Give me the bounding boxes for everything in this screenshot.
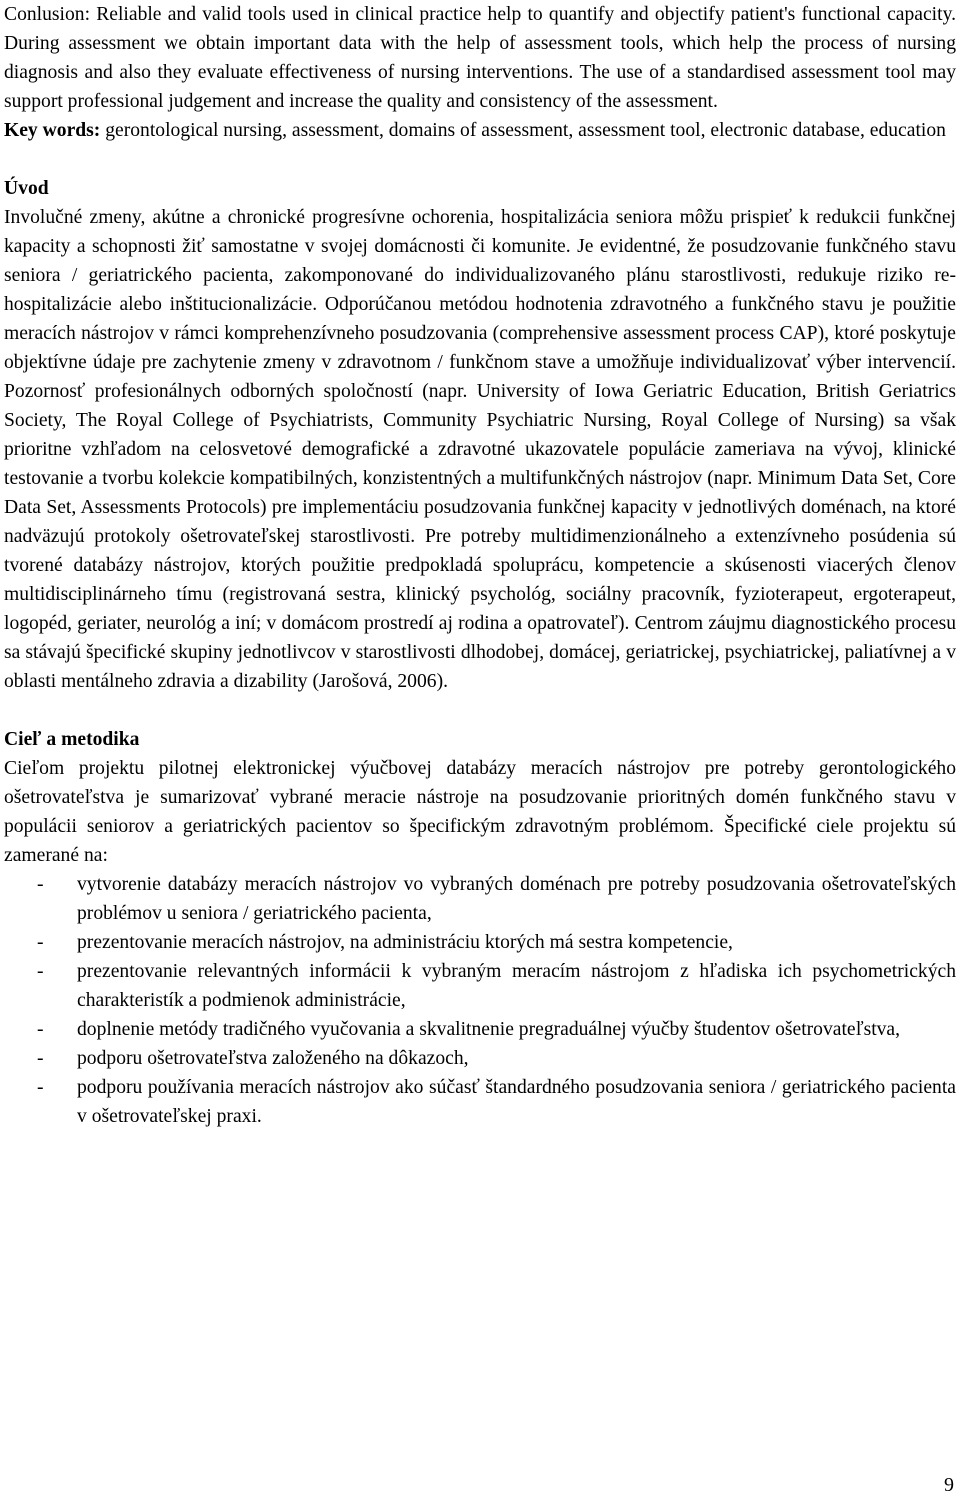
spacer <box>4 145 956 174</box>
list-item: - prezentovanie meracích nástrojov, na administráciu ktorých má sestra kompetencie, <box>4 928 956 957</box>
spacer <box>4 696 956 725</box>
list-item: - podporu ošetrovateľstva založeného na dôkazoch, <box>4 1044 956 1073</box>
bullet-dash: - <box>37 1077 44 1098</box>
list-item: - doplnenie metódy tradičného vyučovania a skvalitnenie pregraduálnej výučby študentov ošetrovateľstva, <box>4 1015 956 1044</box>
keywords-text: gerontological nursing, assessment, domains of assessment, assessment tool, electronic database, education <box>100 120 946 141</box>
bullet-dash: - <box>37 1019 44 1040</box>
bullet-dash: - <box>37 1048 44 1069</box>
bullet-dash: - <box>37 874 44 895</box>
list-item: - prezentovanie relevantných informácii k vybraným meracím nástrojom z hľadiska ich psychometrických charakteristík a podmienok administrácie, <box>4 957 956 1015</box>
page-number: 9 <box>944 1474 954 1496</box>
section-heading-aim: Cieľ a metodika <box>4 729 140 750</box>
intro-paragraph: Involučné zmeny, akútne a chronické progresívne ochorenia, hospitalizácia seniora môžu prispieť k redukcii funkčnej kapacity a schopnosti žiť samostatne v svojej domácnosti či komunite. Je evidentné, že posudzovanie funkčného stavu seniora / geriatrického pacienta, zakomponované do individualizovaného plánu starostlivosti, redukuje riziko re-hospitalizácie alebo inštitucionalizácie. Odporúčanou metódou hodnotenia zdravotného a funkčného stavu je použitie meracích nástrojov v rámci komprehenzívneho posudzovania (comprehensive assessment process CAP), ktoré poskytuje objektívne údaje pre zachytenie zmeny v zdravotnom / funkčnom stave a umožňuje individualizovať výber intervencií. Pozornosť profesionálnych odborných spoločností (napr. University of Iowa Geriatric Education, British Geriatrics Society, The Royal College of Psychiatrists, Community Psychiatric Nursing, Royal College of Nursing) sa však prioritne vzhľadom na celosvetové demografické a zdravotné ukazovatele populácie zameriava na vývoj, klinické testovanie a tvorbu kolekcie kompatibilných, konzistentných a multifunkčných nástrojov (napr. Minimum Data Set, Core Data Set, Assessments Protocols) pre implementáciu posudzovania funkčnej kapacity v jednotlivých doménach, na ktoré nadväzujú protokoly ošetrovateľskej starostlivosti. Pre potreby multidimenzionálneho a extenzívneho posúdenia sú tvorené databázy nástrojov, ktorých použitie predpokladá spoluprácu, kompetencie a skúsenosti viacerých členov multidisciplinárneho tímu (registrovaná sestra, klinický psychológ, sociálny pracovník, fyzioterapeut, ergoterapeut, logopéd, geriater, neurológ a iní; v domácom prostredí aj rodina a opatrovateľ). Centrom záujmu diagnostického procesu sa stávajú špecifické skupiny jednotlivcov v starostlivosti dlhodobej, domácej, geriatrickej, psychiatrickej, paliatívnej a v oblasti mentálneho zdravia a dizability (Jarošová, 2006). <box>4 207 956 692</box>
bullet-dash: - <box>37 932 44 953</box>
keywords-paragraph <box>4 116 956 145</box>
list-item: - podporu používania meracích nástrojov ako súčasť štandardného posudzovania seniora / geriatrického pacienta v ošetrovateľskej praxi. <box>4 1073 956 1131</box>
aim-paragraph: Cieľom projektu pilotnej elektronickej výučbovej databázy meracích nástrojov pre potreby gerontologického ošetrovateľstva je sumarizovať vybrané meracie nástroje na posudzovanie prioritných domén funkčného stavu v populácii seniorov a geriatrických pacientov so špecifickým zdravotným problémom. Špecifické ciele projektu sú zamerané na: <box>4 758 956 866</box>
abstract-conclusion: Conlusion: Reliable and valid tools used in clinical practice help to quantify and objectify patient's functional capacity. During assessment we obtain important data with the help of assessment tools, which help the process of nursing diagnosis and also they evaluate effectiveness of nursing interventions. The use of a standardised assessment tool may support professional judgement and increase the quality and consistency of the assessment. <box>4 4 956 112</box>
bullet-dash: - <box>37 961 44 982</box>
aim-list <box>4 870 956 1131</box>
list-item: - vytvorenie databázy meracích nástrojov vo vybraných doménach pre potreby posudzovania ošetrovateľských problémov u seniora / geriatrického pacienta, <box>4 870 956 928</box>
document-page <box>4 0 956 1131</box>
keywords-label: Key words: <box>4 120 101 141</box>
section-heading-intro: Úvod <box>4 178 49 199</box>
